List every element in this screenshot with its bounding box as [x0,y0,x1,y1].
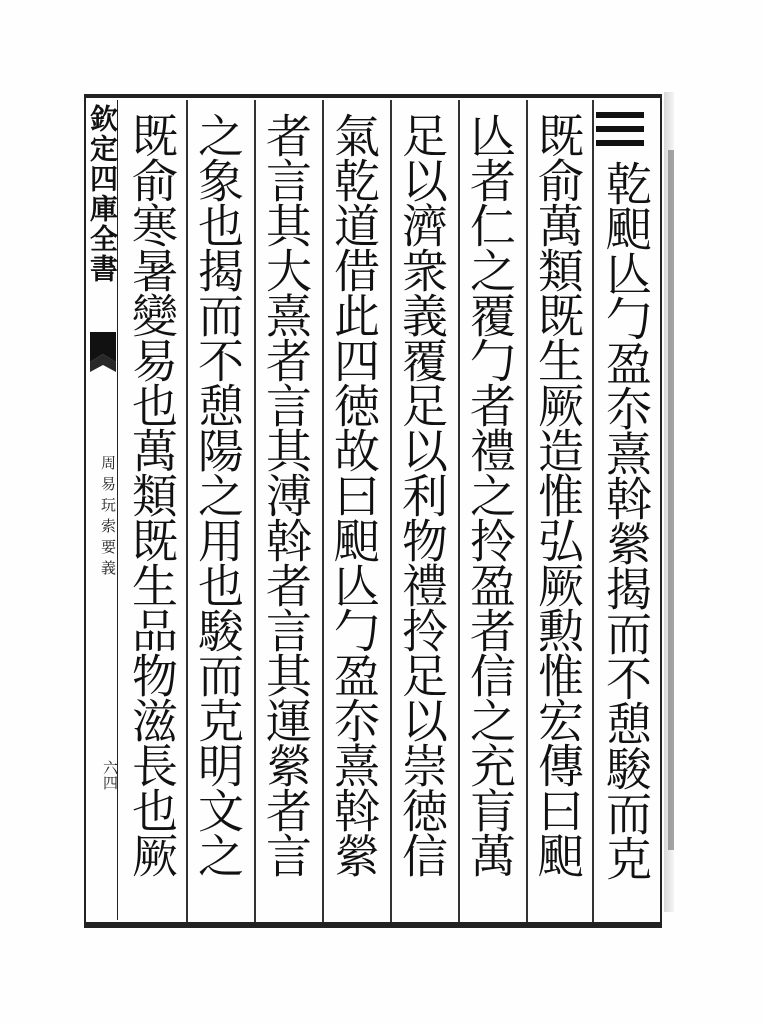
qian-trigram-icon [590,108,650,152]
binding-shadow [668,150,674,850]
fish-tail-mark [90,332,116,372]
text-column-7: 之象也揭而不憩陽之用也駿而克明文之 [191,112,245,877]
margin-page-number: 六四 [101,760,119,790]
text-column-6: 者言其大熹者言其溥斡者言其運縈者言 [259,112,313,877]
margin-work-title: 周易玩索要義 [99,455,117,581]
margin-book-title: 欽定四庫全書 [86,104,119,284]
text-column-2: 既俞萬類既生厥造惟弘厥勲惟宏傳曰䫻 [531,112,585,877]
text-column-8: 既俞寒暑變易也萬類既生品物滋長也厥 [125,112,179,877]
text-column-3: 亾者仁之覆勹者禮之拎盈者信之充肓萬 [463,112,517,877]
text-column-5: 氣乾道借此四徳故曰䫻亾勹盈夵熹斡縈 [327,112,381,877]
text-column-4: 足以濟衆義覆足以利物禮拎足以崇徳信 [395,112,449,877]
text-column-1: 乾䫻亾勹盈夵熹斡縈揭而不憩駿而克 [599,160,653,880]
